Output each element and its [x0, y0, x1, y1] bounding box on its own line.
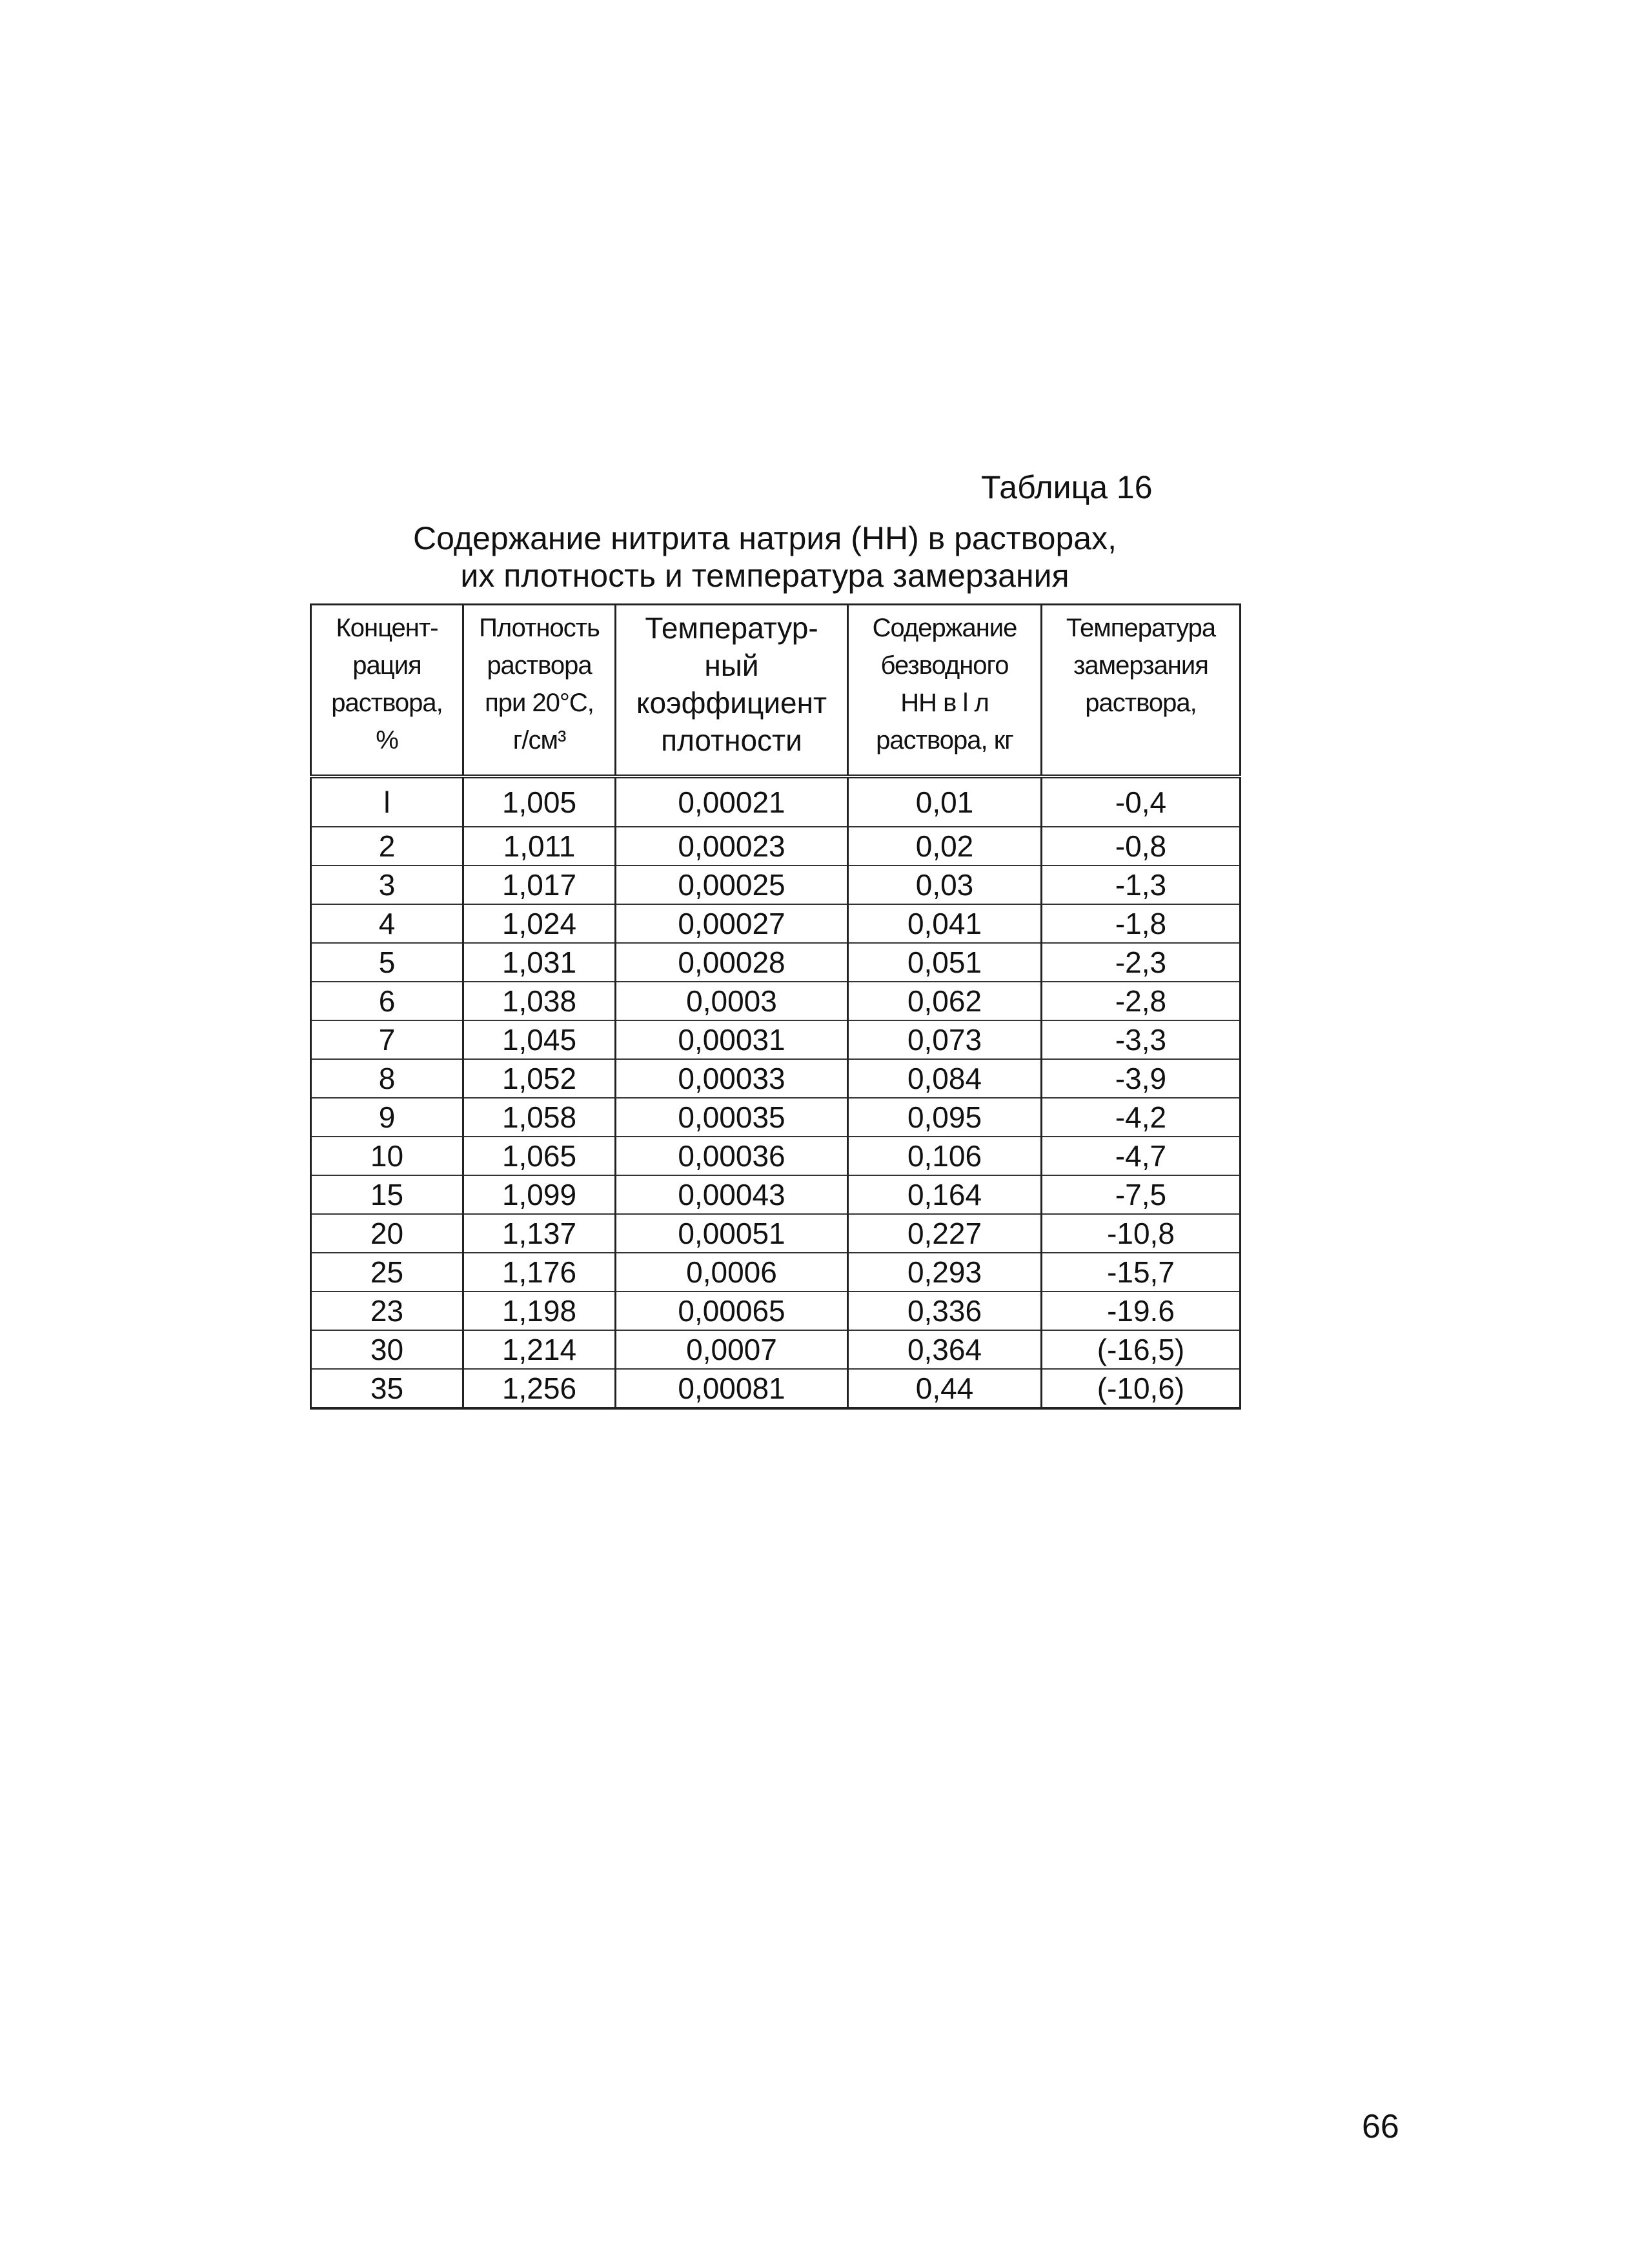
- header-text-line: безводного: [880, 651, 1009, 680]
- table-row: [311, 1020, 1241, 1059]
- table-row: [311, 1291, 1241, 1330]
- density-cell: 1,005: [463, 776, 616, 827]
- table-row: [311, 1330, 1241, 1369]
- density-cell: 1,017: [463, 866, 616, 904]
- anhydrous-content-cell: 0,095: [848, 1098, 1042, 1137]
- temp-coefficient-cell: 0,00033: [616, 1059, 848, 1098]
- density-cell: 1,198: [463, 1291, 616, 1330]
- density-cell: 1,045: [463, 1020, 616, 1059]
- concentration-cell: 3: [311, 866, 463, 904]
- table-row: [311, 1137, 1241, 1175]
- temp-coefficient-cell: 0,00027: [616, 904, 848, 943]
- concentration-cell: 7: [311, 1020, 463, 1059]
- freezing-temp-cell: -4,2: [1042, 1098, 1241, 1137]
- table-row: [311, 1214, 1241, 1253]
- anhydrous-content-cell: 0,336: [848, 1291, 1042, 1330]
- concentration-cell: 25: [311, 1253, 463, 1291]
- table-row: [311, 827, 1241, 866]
- concentration-cell: 20: [311, 1214, 463, 1253]
- header-density: [463, 605, 616, 777]
- anhydrous-content-cell: 0,164: [848, 1175, 1042, 1214]
- temp-coefficient-cell: 0,00065: [616, 1291, 848, 1330]
- concentration-cell: 2: [311, 827, 463, 866]
- freezing-temp-cell: -0,4: [1042, 776, 1241, 827]
- header-text-line: Температур-: [645, 611, 818, 645]
- freezing-temp-cell: -7,5: [1042, 1175, 1241, 1214]
- freezing-temp-cell: -3,9: [1042, 1059, 1241, 1098]
- temp-coefficient-cell: 0,00035: [616, 1098, 848, 1137]
- density-cell: 1,137: [463, 1214, 616, 1253]
- temp-coefficient-cell: 0,00051: [616, 1214, 848, 1253]
- density-cell: 1,099: [463, 1175, 616, 1214]
- density-cell: 1,052: [463, 1059, 616, 1098]
- freezing-temp-cell: -19.6: [1042, 1291, 1241, 1330]
- freezing-temp-cell: -15,7: [1042, 1253, 1241, 1291]
- table-row: [311, 1098, 1241, 1137]
- table-row: [311, 982, 1241, 1020]
- anhydrous-content-cell: 0,227: [848, 1214, 1042, 1253]
- header-freezing-temperature: [1042, 605, 1241, 777]
- concentration-cell: 4: [311, 904, 463, 943]
- anhydrous-content-cell: 0,062: [848, 982, 1042, 1020]
- table-caption: [297, 520, 1233, 594]
- anhydrous-content-cell: 0,084: [848, 1059, 1042, 1098]
- header-text-line: %: [376, 726, 398, 754]
- temp-coefficient-cell: 0,00081: [616, 1369, 848, 1408]
- anhydrous-content-cell: 0,364: [848, 1330, 1042, 1369]
- freezing-temp-cell: -2,3: [1042, 943, 1241, 982]
- header-text-line: раствора, кг: [876, 726, 1013, 754]
- concentration-cell: 5: [311, 943, 463, 982]
- header-text-line: ный: [704, 649, 759, 682]
- temp-coefficient-cell: 0,0006: [616, 1253, 848, 1291]
- density-cell: 1,214: [463, 1330, 616, 1369]
- concentration-cell: 6: [311, 982, 463, 1020]
- header-text-line: г/см³: [512, 726, 566, 754]
- header-temperature-coefficient: [616, 605, 848, 777]
- page-number: 66: [1362, 2108, 1399, 2145]
- temp-coefficient-cell: 0,00023: [616, 827, 848, 866]
- header-text-line: замерзания: [1073, 651, 1208, 680]
- header-concentration: [311, 605, 463, 777]
- header-text-line: коэффициент: [636, 686, 827, 720]
- concentration-cell: 15: [311, 1175, 463, 1214]
- anhydrous-content-cell: 0,03: [848, 866, 1042, 904]
- header-text-line: Концент-: [336, 614, 438, 642]
- temp-coefficient-cell: 0,00028: [616, 943, 848, 982]
- temp-coefficient-cell: 0,0003: [616, 982, 848, 1020]
- anhydrous-content-cell: 0,051: [848, 943, 1042, 982]
- table-row: [311, 943, 1241, 982]
- freezing-temp-cell: -0,8: [1042, 827, 1241, 866]
- table-row: [311, 904, 1241, 943]
- header-text-line: Содержание: [872, 614, 1017, 642]
- header-text-line: плотности: [661, 724, 802, 757]
- density-cell: 1,011: [463, 827, 616, 866]
- concentration-cell: l: [311, 776, 463, 827]
- header-text-line: рация: [352, 651, 421, 680]
- freezing-temp-cell: -2,8: [1042, 982, 1241, 1020]
- table-body: [311, 776, 1241, 1408]
- freezing-temp-cell: -3,3: [1042, 1020, 1241, 1059]
- density-cell: 1,176: [463, 1253, 616, 1291]
- concentration-cell: 35: [311, 1369, 463, 1408]
- density-cell: 1,058: [463, 1098, 616, 1137]
- table-row: [311, 1369, 1241, 1408]
- temp-coefficient-cell: 0,00025: [616, 866, 848, 904]
- header-text-line: НН в l л: [900, 689, 989, 717]
- table-row: [311, 866, 1241, 904]
- density-cell: 1,024: [463, 904, 616, 943]
- table-row: [311, 1175, 1241, 1214]
- header-row: [311, 605, 1241, 777]
- sodium-nitrite-table: [310, 603, 1241, 1410]
- temp-coefficient-cell: 0,00036: [616, 1137, 848, 1175]
- anhydrous-content-cell: 0,106: [848, 1137, 1042, 1175]
- anhydrous-content-cell: 0,073: [848, 1020, 1042, 1059]
- temp-coefficient-cell: 0,00021: [616, 776, 848, 827]
- header-text-line: Плотность: [479, 614, 600, 642]
- density-cell: 1,065: [463, 1137, 616, 1175]
- density-cell: 1,031: [463, 943, 616, 982]
- concentration-cell: 9: [311, 1098, 463, 1137]
- freezing-temp-cell: -1,8: [1042, 904, 1241, 943]
- header-text-line: раствора,: [1085, 689, 1197, 717]
- anhydrous-content-cell: 0,02: [848, 827, 1042, 866]
- table-row: [311, 1253, 1241, 1291]
- anhydrous-content-cell: 0,01: [848, 776, 1042, 827]
- header-anhydrous-content: [848, 605, 1042, 777]
- anhydrous-content-cell: 0,44: [848, 1369, 1042, 1408]
- concentration-cell: 8: [311, 1059, 463, 1098]
- table-row: [311, 776, 1241, 827]
- header-text-line: раствора,: [331, 689, 443, 717]
- caption-line-1: Содержание нитрита натрия (НН) в растворах,: [413, 520, 1117, 556]
- table-row: [311, 1059, 1241, 1098]
- concentration-cell: 30: [311, 1330, 463, 1369]
- anhydrous-content-cell: 0,041: [848, 904, 1042, 943]
- temp-coefficient-cell: 0,00043: [616, 1175, 848, 1214]
- freezing-temp-cell: (-16,5): [1042, 1330, 1241, 1369]
- freezing-temp-cell: -4,7: [1042, 1137, 1241, 1175]
- table-number-label: Таблица 16: [981, 469, 1153, 505]
- concentration-cell: 23: [311, 1291, 463, 1330]
- header-text-line: раствора: [487, 651, 592, 680]
- concentration-cell: 10: [311, 1137, 463, 1175]
- temp-coefficient-cell: 0,00031: [616, 1020, 848, 1059]
- density-cell: 1,256: [463, 1369, 616, 1408]
- temp-coefficient-cell: 0,0007: [616, 1330, 848, 1369]
- caption-line-2: их плотность и температура замерзания: [460, 558, 1069, 594]
- density-cell: 1,038: [463, 982, 616, 1020]
- header-text-line: при 20°С,: [485, 689, 594, 717]
- header-text-line: Температура: [1066, 614, 1216, 642]
- freezing-temp-cell: -10,8: [1042, 1214, 1241, 1253]
- anhydrous-content-cell: 0,293: [848, 1253, 1042, 1291]
- freezing-temp-cell: (-10,6): [1042, 1369, 1241, 1408]
- freezing-temp-cell: -1,3: [1042, 866, 1241, 904]
